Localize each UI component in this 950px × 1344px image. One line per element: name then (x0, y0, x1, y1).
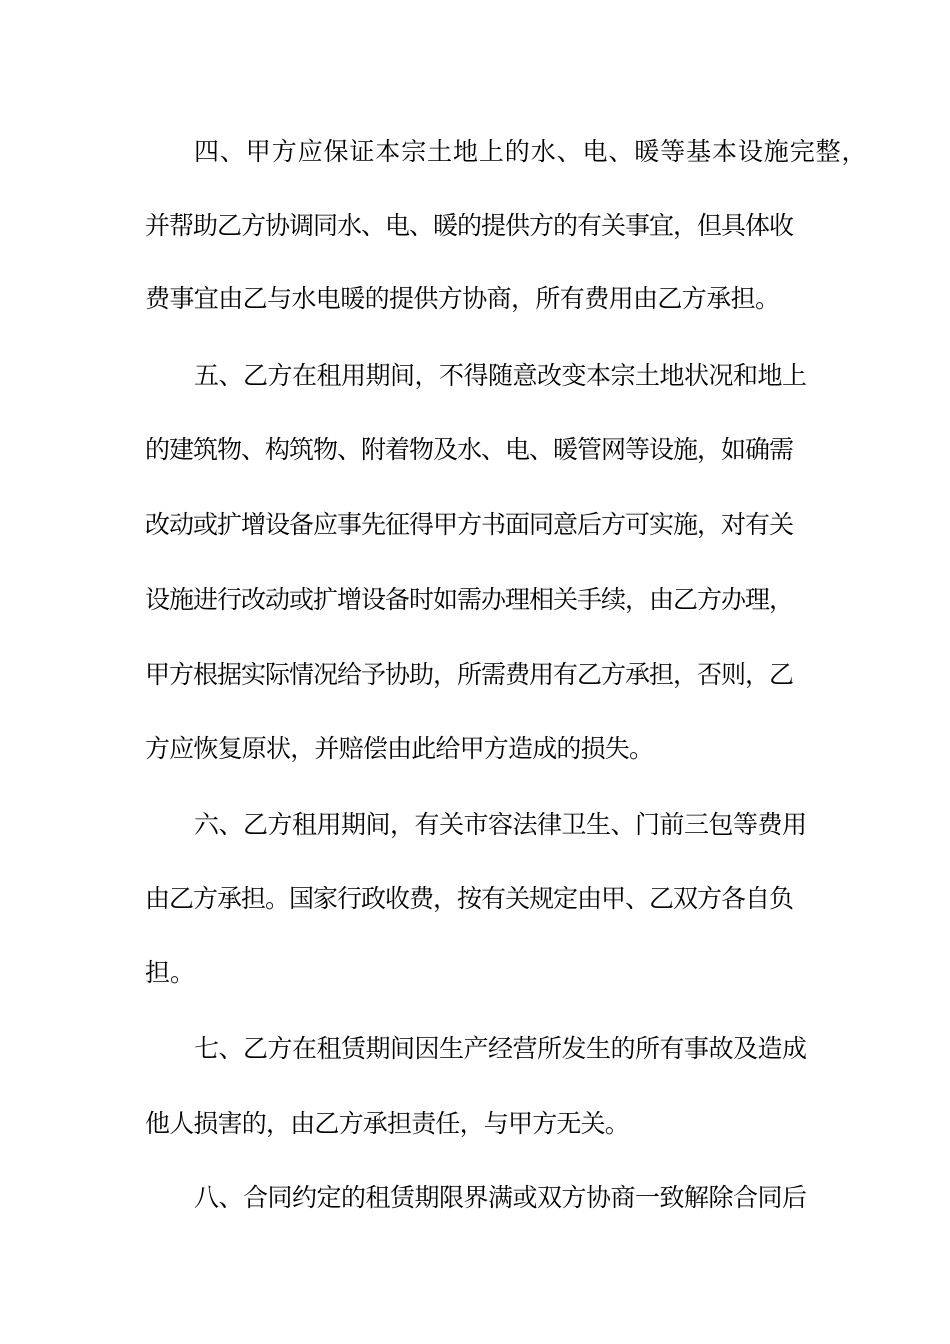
text-line-13: 七、乙方在租赁期间因生产经营所发生的所有事故及造成 (194, 1034, 807, 1063)
text-line-3: 费事宜由乙与水电暖的提供方协商，所有费用由乙方承担。 (145, 284, 780, 313)
text-line-9: 方应恢复原状，并赔偿由此给甲方造成的损失。 (145, 734, 654, 763)
text-line-12: 担。 (145, 958, 196, 987)
text-line-2: 并帮助乙方协调同水、电、暖的提供方的有关事宜，但具体收 (145, 211, 794, 240)
text-line-7: 设施进行改动或扩增设备时如需办理相关手续，由乙方办理， (145, 585, 794, 614)
text-line-14: 他人损害的，由乙方承担责任，与甲方无关。 (145, 1109, 630, 1138)
text-line-6: 改动或扩增设备应事先征得甲方书面同意后方可实施，对有关 (145, 510, 794, 539)
text-line-8: 甲方根据实际情况给予协助，所需费用有乙方承担，否则，乙 (145, 660, 794, 689)
text-line-15: 八、合同约定的租赁期限界满或双方协商一致解除合同后 (194, 1183, 807, 1212)
text-line-11: 由乙方承担。国家行政收费，按有关规定由甲、乙双方各自负 (145, 884, 794, 913)
text-line-4: 五、乙方在租用期间，不得随意改变本宗土地状况和地上 (194, 361, 807, 390)
text-line-10: 六、乙方租用期间，有关市容法律卫生、门前三包等费用 (194, 810, 807, 839)
text-line-5: 的建筑物、构筑物、附着物及水、电、暖管网等设施，如确需 (145, 435, 794, 464)
text-line-1: 四、甲方应保证本宗土地上的水、电、暖等基本设施完整， (194, 137, 868, 166)
